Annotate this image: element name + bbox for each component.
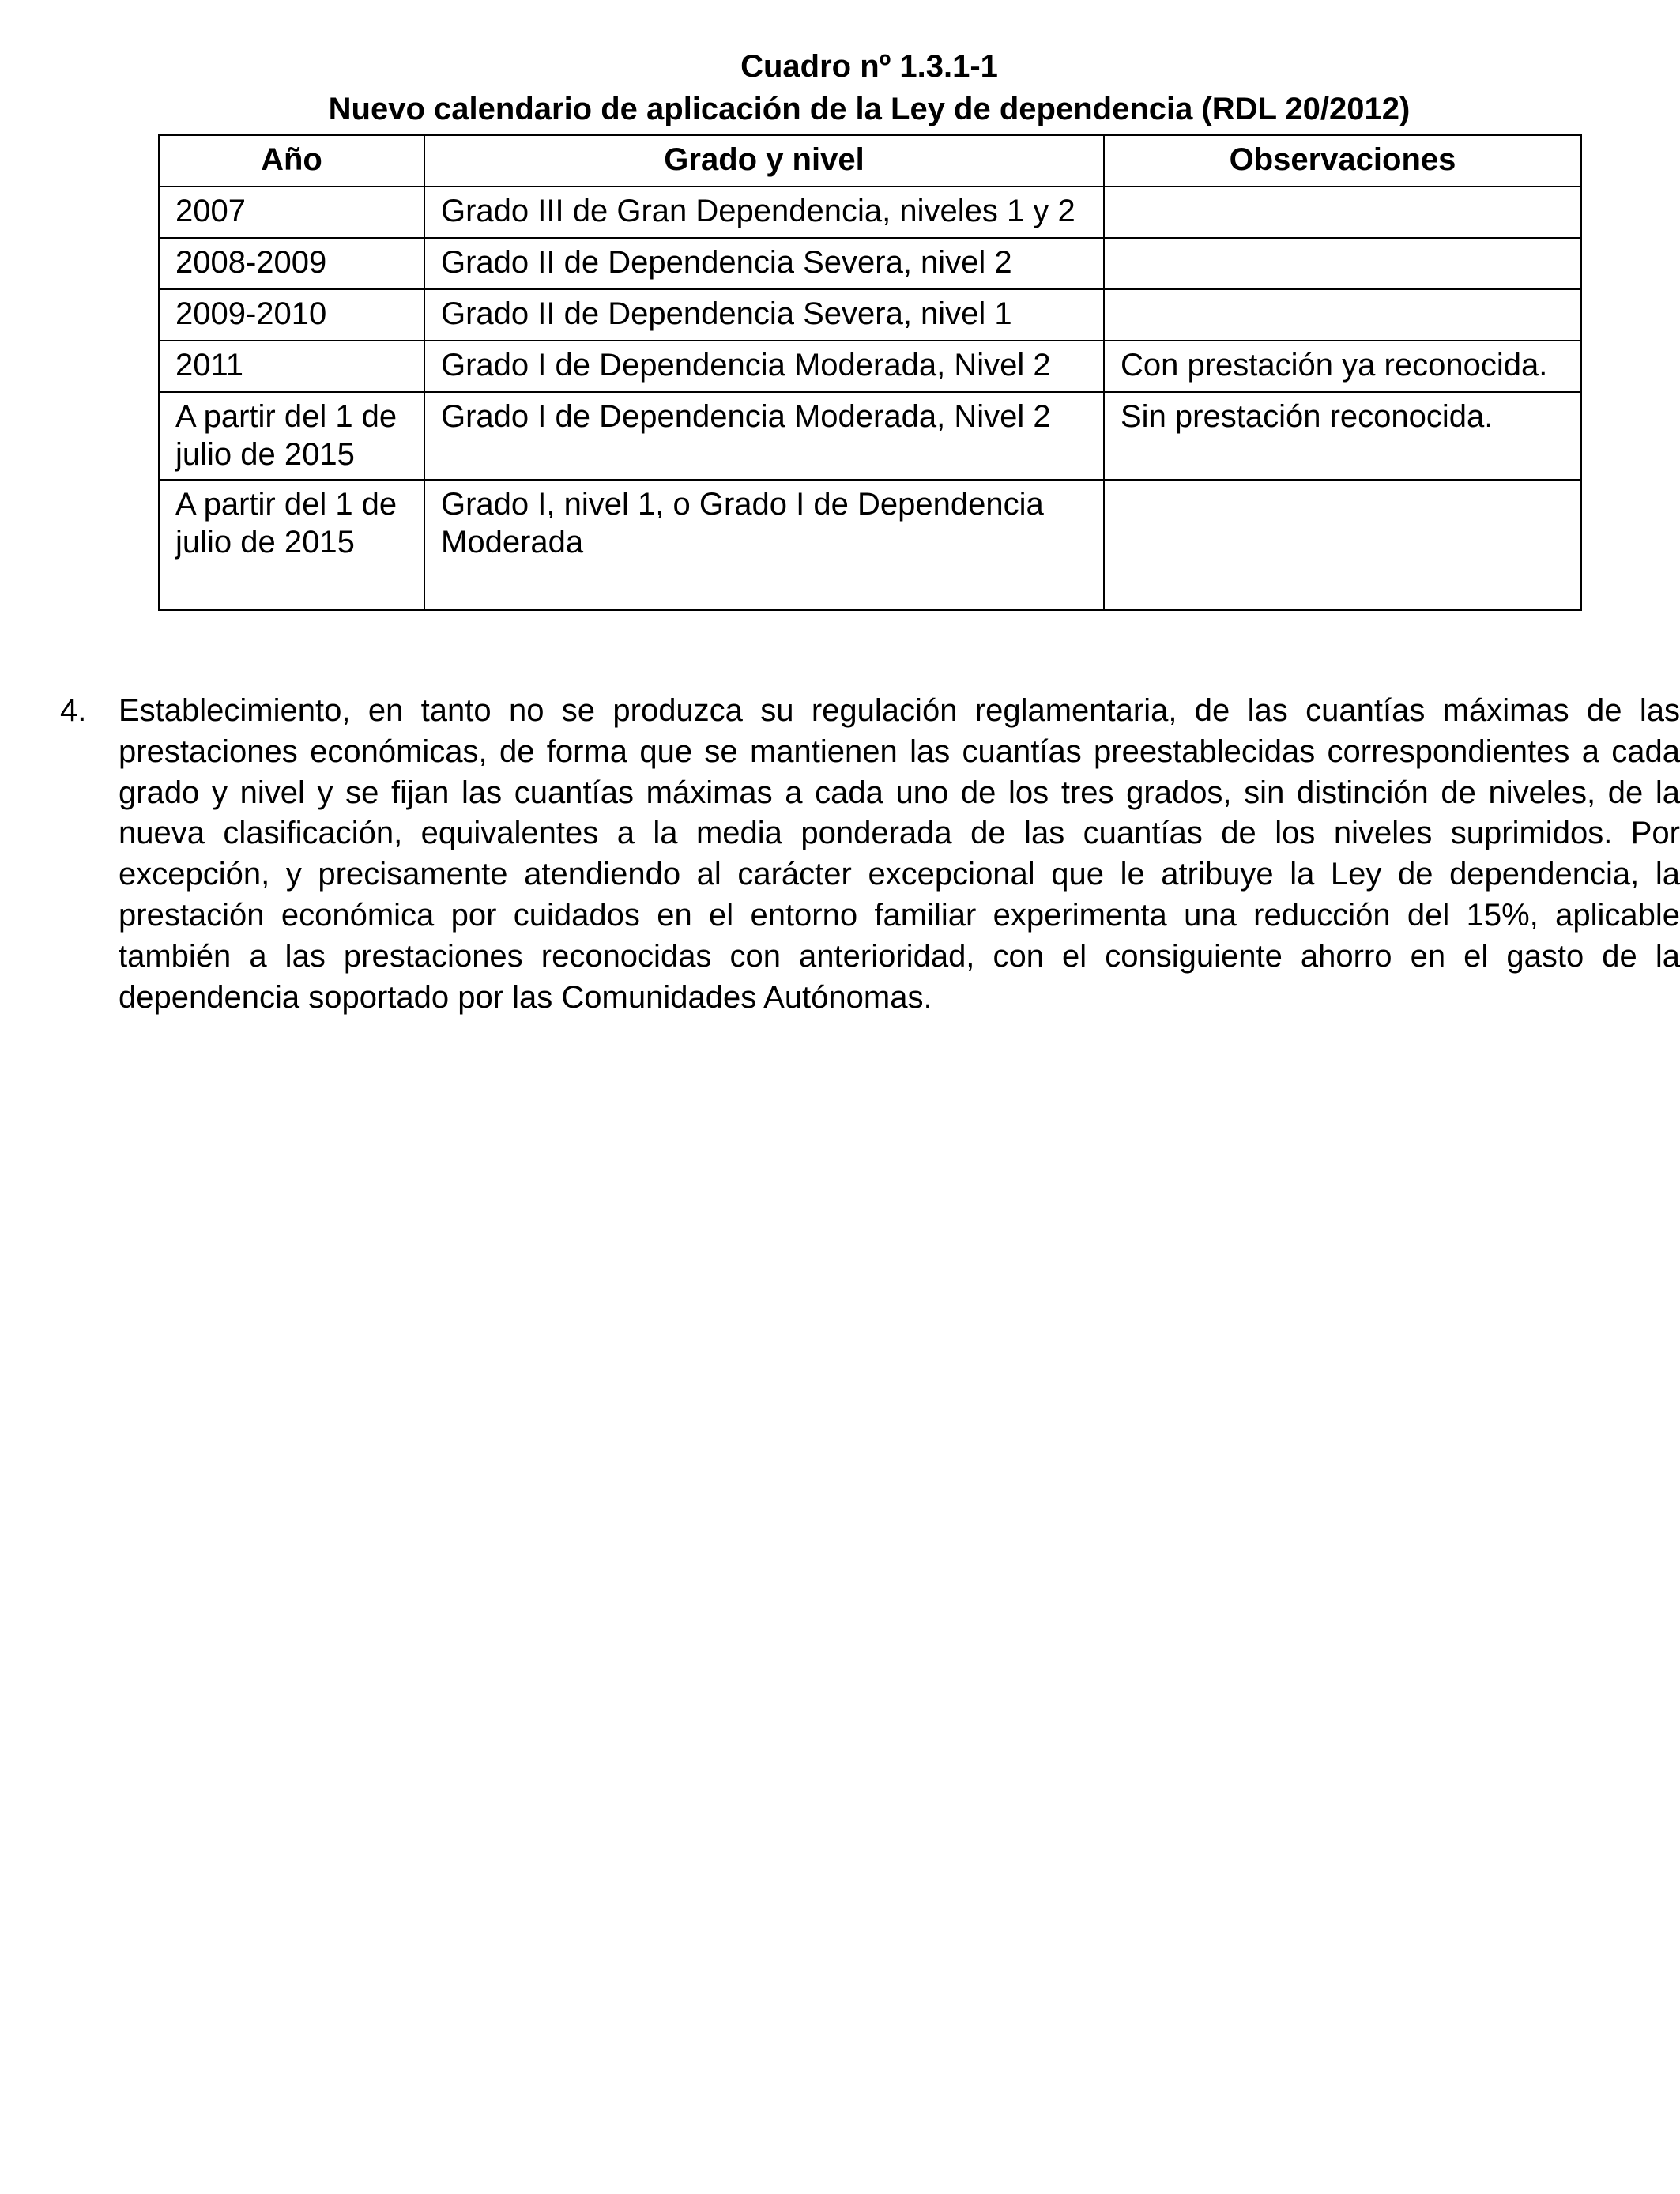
cell-observations (1104, 289, 1581, 341)
cell-grade-level: Grado II de Dependencia Severa, nivel 1 (424, 289, 1104, 341)
cell-year: 2007 (159, 187, 424, 238)
table-header-row (159, 135, 1581, 187)
calendar-table (158, 134, 1582, 611)
cell-observations: Sin prestación reconocida. (1104, 392, 1581, 480)
cell-grade-level: Grado I, nivel 1, o Grado I de Dependencia Moderada (424, 480, 1104, 610)
paragraph-text: Establecimiento, en tanto no se produzca su regulación reglamentaria, de las cuantías máximas de las prestaciones económicas, de forma que se mantienen las cuantías preestablecidas correspondientes a cada grado y nivel y se fijan las cuantías máximas a cada uno de los tres grados, sin distinción de niveles, de la nueva clasificación, equivalentes a la media ponderada de las cuantías de los niveles suprimidos. Por excepción, y precisamente atendiendo al carácter excepcional que le atribuye la Ley de dependencia, la prestación económica por cuidados en el entorno familiar experimenta una reducción del 15%, aplicable también a las prestaciones reconocidas con anterioridad, con el consiguiente ahorro en el gasto de la dependencia soportado por las Comunidades Autónomas. (119, 693, 1680, 1015)
table-caption-title: Cuadro nº 1.3.1-1 (740, 49, 998, 84)
list-number: 4. (60, 693, 87, 728)
cell-observations (1104, 238, 1581, 289)
cell-year: 2011 (159, 341, 424, 392)
header-year: Año (159, 135, 424, 187)
table-row (159, 187, 1581, 238)
cell-observations: Con prestación ya reconocida. (1104, 341, 1581, 392)
cell-year: A partir del 1 de julio de 2015 (159, 480, 424, 610)
cell-grade-level: Grado II de Dependencia Severa, nivel 2 (424, 238, 1104, 289)
cell-observations (1104, 480, 1581, 610)
cell-grade-level: Grado III de Gran Dependencia, niveles 1 y 2 (424, 187, 1104, 238)
header-observations: Observaciones (1104, 135, 1581, 187)
cell-grade-level: Grado I de Dependencia Moderada, Nivel 2 (424, 341, 1104, 392)
cell-year: 2009-2010 (159, 289, 424, 341)
table-row (159, 341, 1581, 392)
table-row (159, 238, 1581, 289)
cell-year: A partir del 1 de julio de 2015 (159, 392, 424, 480)
table-caption-subtitle: Nuevo calendario de aplicación de la Ley de dependencia (RDL 20/2012) (328, 92, 1411, 126)
cell-grade-level: Grado I de Dependencia Moderada, Nivel 2 (424, 392, 1104, 480)
table-row (159, 289, 1581, 341)
table-row (159, 480, 1581, 610)
cell-observations (1104, 187, 1581, 238)
header-grade-level: Grado y nivel (424, 135, 1104, 187)
cell-year: 2008-2009 (159, 238, 424, 289)
table-row (159, 392, 1581, 480)
